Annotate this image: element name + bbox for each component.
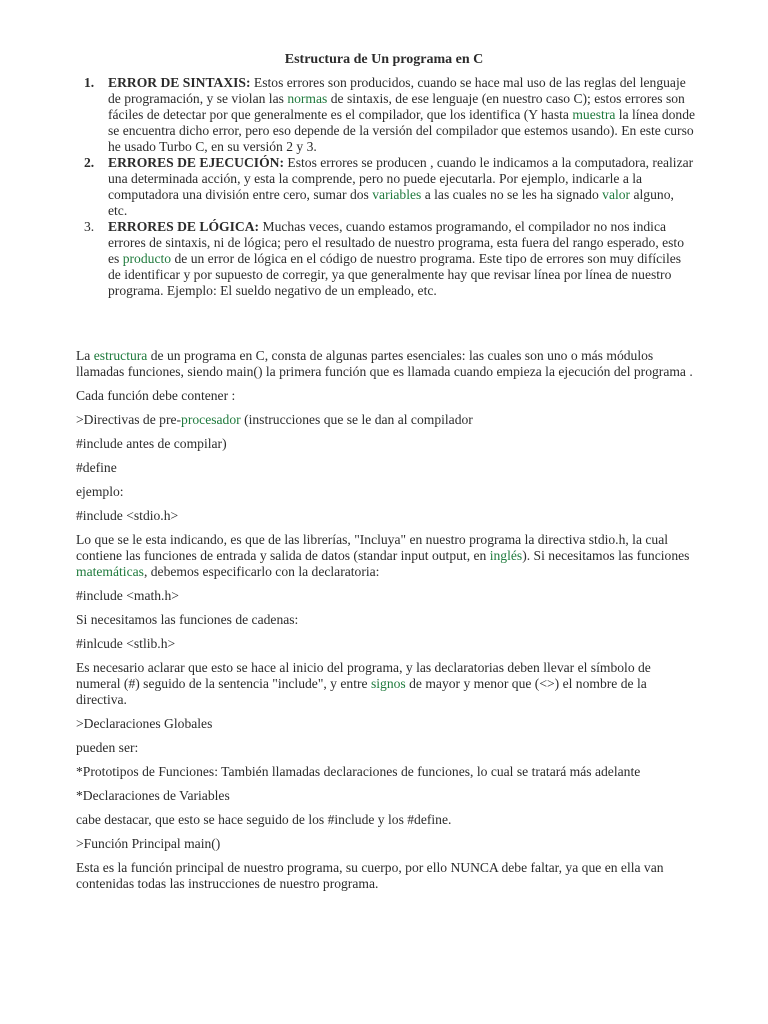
link-muestra[interactable]: muestra xyxy=(572,107,616,122)
link-procesador[interactable]: procesador xyxy=(181,412,241,427)
link-normas[interactable]: normas xyxy=(287,91,328,106)
error-text: alguno, etc. xyxy=(108,187,674,218)
list-number: 2. xyxy=(84,155,95,170)
paragraph: *Prototipos de Funciones: También llamadas declaraciones de funciones, lo cual se tratará más adelante xyxy=(76,764,641,779)
paragraph: La estructura de un programa en C, consta de algunas partes esenciales: las cuales son uno o más módulos llamadas funciones, siendo main() la primera función que es llamada cuando empieza la ejecución del programa . xyxy=(76,348,693,379)
list-number: 1. xyxy=(84,75,95,90)
error-text: a las cuales no se les ha signado xyxy=(421,187,603,202)
error-text: Estos errores se producen , cuando le indicamos a la computadora, realizar una determinada acción, y esta la comprende, pero no puede ejecutarla. Por ejemplo, indicarle a la computadora una división entre cero, sumar dos xyxy=(108,155,694,202)
paragraph: Cada función debe contener : xyxy=(76,388,236,403)
paragraph: Lo que se le esta indicando, es que de las librerías, "Incluya" en nuestro programa la directiva stdio.h, la cual contiene las funciones de entrada y salida de datos (standar input output, en inglés). Si necesitamos las funciones matemáticas, debemos especificarlo con la declaratoria: xyxy=(76,532,690,579)
link-signos[interactable]: signos xyxy=(370,676,406,691)
error-types-list xyxy=(84,75,696,299)
link-variables[interactable]: variables xyxy=(372,187,422,202)
paragraph: pueden ser: xyxy=(76,740,139,755)
paragraph: Es necesario aclarar que esto se hace al inicio del programa, y las declaratorias deben llevar el símbolo de numeral (#) seguido de la sentencia "include", y entre signos de mayor y menor que (<>) el nombre de la directiva. xyxy=(76,660,651,707)
error-label: ERRORES DE LÓGICA: xyxy=(108,219,260,234)
error-text: de un error de lógica en el código de nuestro programa. Este tipo de errores son muy difíciles de identificar y por supuesto de corregir, ya que generalmente hay que revisar línea por línea de nuestro programa. Ejemplo: El sueldo negativo de un empleado, etc. xyxy=(108,251,682,298)
paragraph: #include <stdio.h> xyxy=(76,508,179,523)
list-item xyxy=(84,75,696,155)
paragraph: >Directivas de pre-procesador (instrucciones que se le dan al compilador xyxy=(76,412,473,427)
error-text: de sintaxis, de ese lenguaje (en nuestro caso C); estos errores son fáciles de detectar por que generalmente es el compilador, que los identifica (Y hasta xyxy=(108,91,685,122)
list-number: 3. xyxy=(84,219,95,234)
link-estructura[interactable]: estructura xyxy=(93,348,148,363)
link-producto[interactable]: producto xyxy=(122,251,172,266)
paragraph: #define xyxy=(76,460,117,475)
document-title: Estructura de Un programa en C xyxy=(284,52,484,67)
paragraph: #include <math.h> xyxy=(76,588,179,603)
paragraph: >Función Principal main() xyxy=(76,836,221,851)
link-matematicas[interactable]: matemáticas xyxy=(76,564,144,579)
paragraph: Si necesitamos las funciones de cadenas: xyxy=(76,612,299,627)
error-text: la línea donde se encuentra dicho error, pero eso depende de la versión del compilador que estemos usando). En este curso he usado Turbo C, en su versión 2 y 3. xyxy=(108,107,696,154)
link-ingles[interactable]: inglés xyxy=(489,548,523,563)
list-item xyxy=(84,155,696,219)
list-item xyxy=(84,219,696,299)
paragraph: #include antes de compilar) xyxy=(76,436,227,451)
error-label: ERROR DE SINTAXIS: xyxy=(108,75,251,90)
paragraph: cabe destacar, que esto se hace seguido de los #include y los #define. xyxy=(76,812,452,827)
error-label: ERRORES DE EJECUCIÓN: xyxy=(108,155,284,170)
body-content xyxy=(76,348,696,900)
paragraph: >Declaraciones Globales xyxy=(76,716,213,731)
paragraph: Esta es la función principal de nuestro programa, su cuerpo, por ello NUNCA debe faltar, ya que en ella van contenidas todas las instrucciones de nuestro programa. xyxy=(76,860,664,891)
error-text: Estos errores son producidos, cuando se hace mal uso de las reglas del lenguaje de programación, y se violan las xyxy=(108,75,686,106)
link-valor[interactable]: valor xyxy=(602,187,631,202)
error-text: Muchas veces, cuando estamos programando, el compilador no nos indica errores de sintaxis, ni de lógica; pero el resultado de nuestro programa, esta fuera del rango esperado, esto es xyxy=(108,219,685,266)
paragraph: ejemplo: xyxy=(76,484,124,499)
paragraph: *Declaraciones de Variables xyxy=(76,788,230,803)
paragraph: #inlcude <stlib.h> xyxy=(76,636,176,651)
